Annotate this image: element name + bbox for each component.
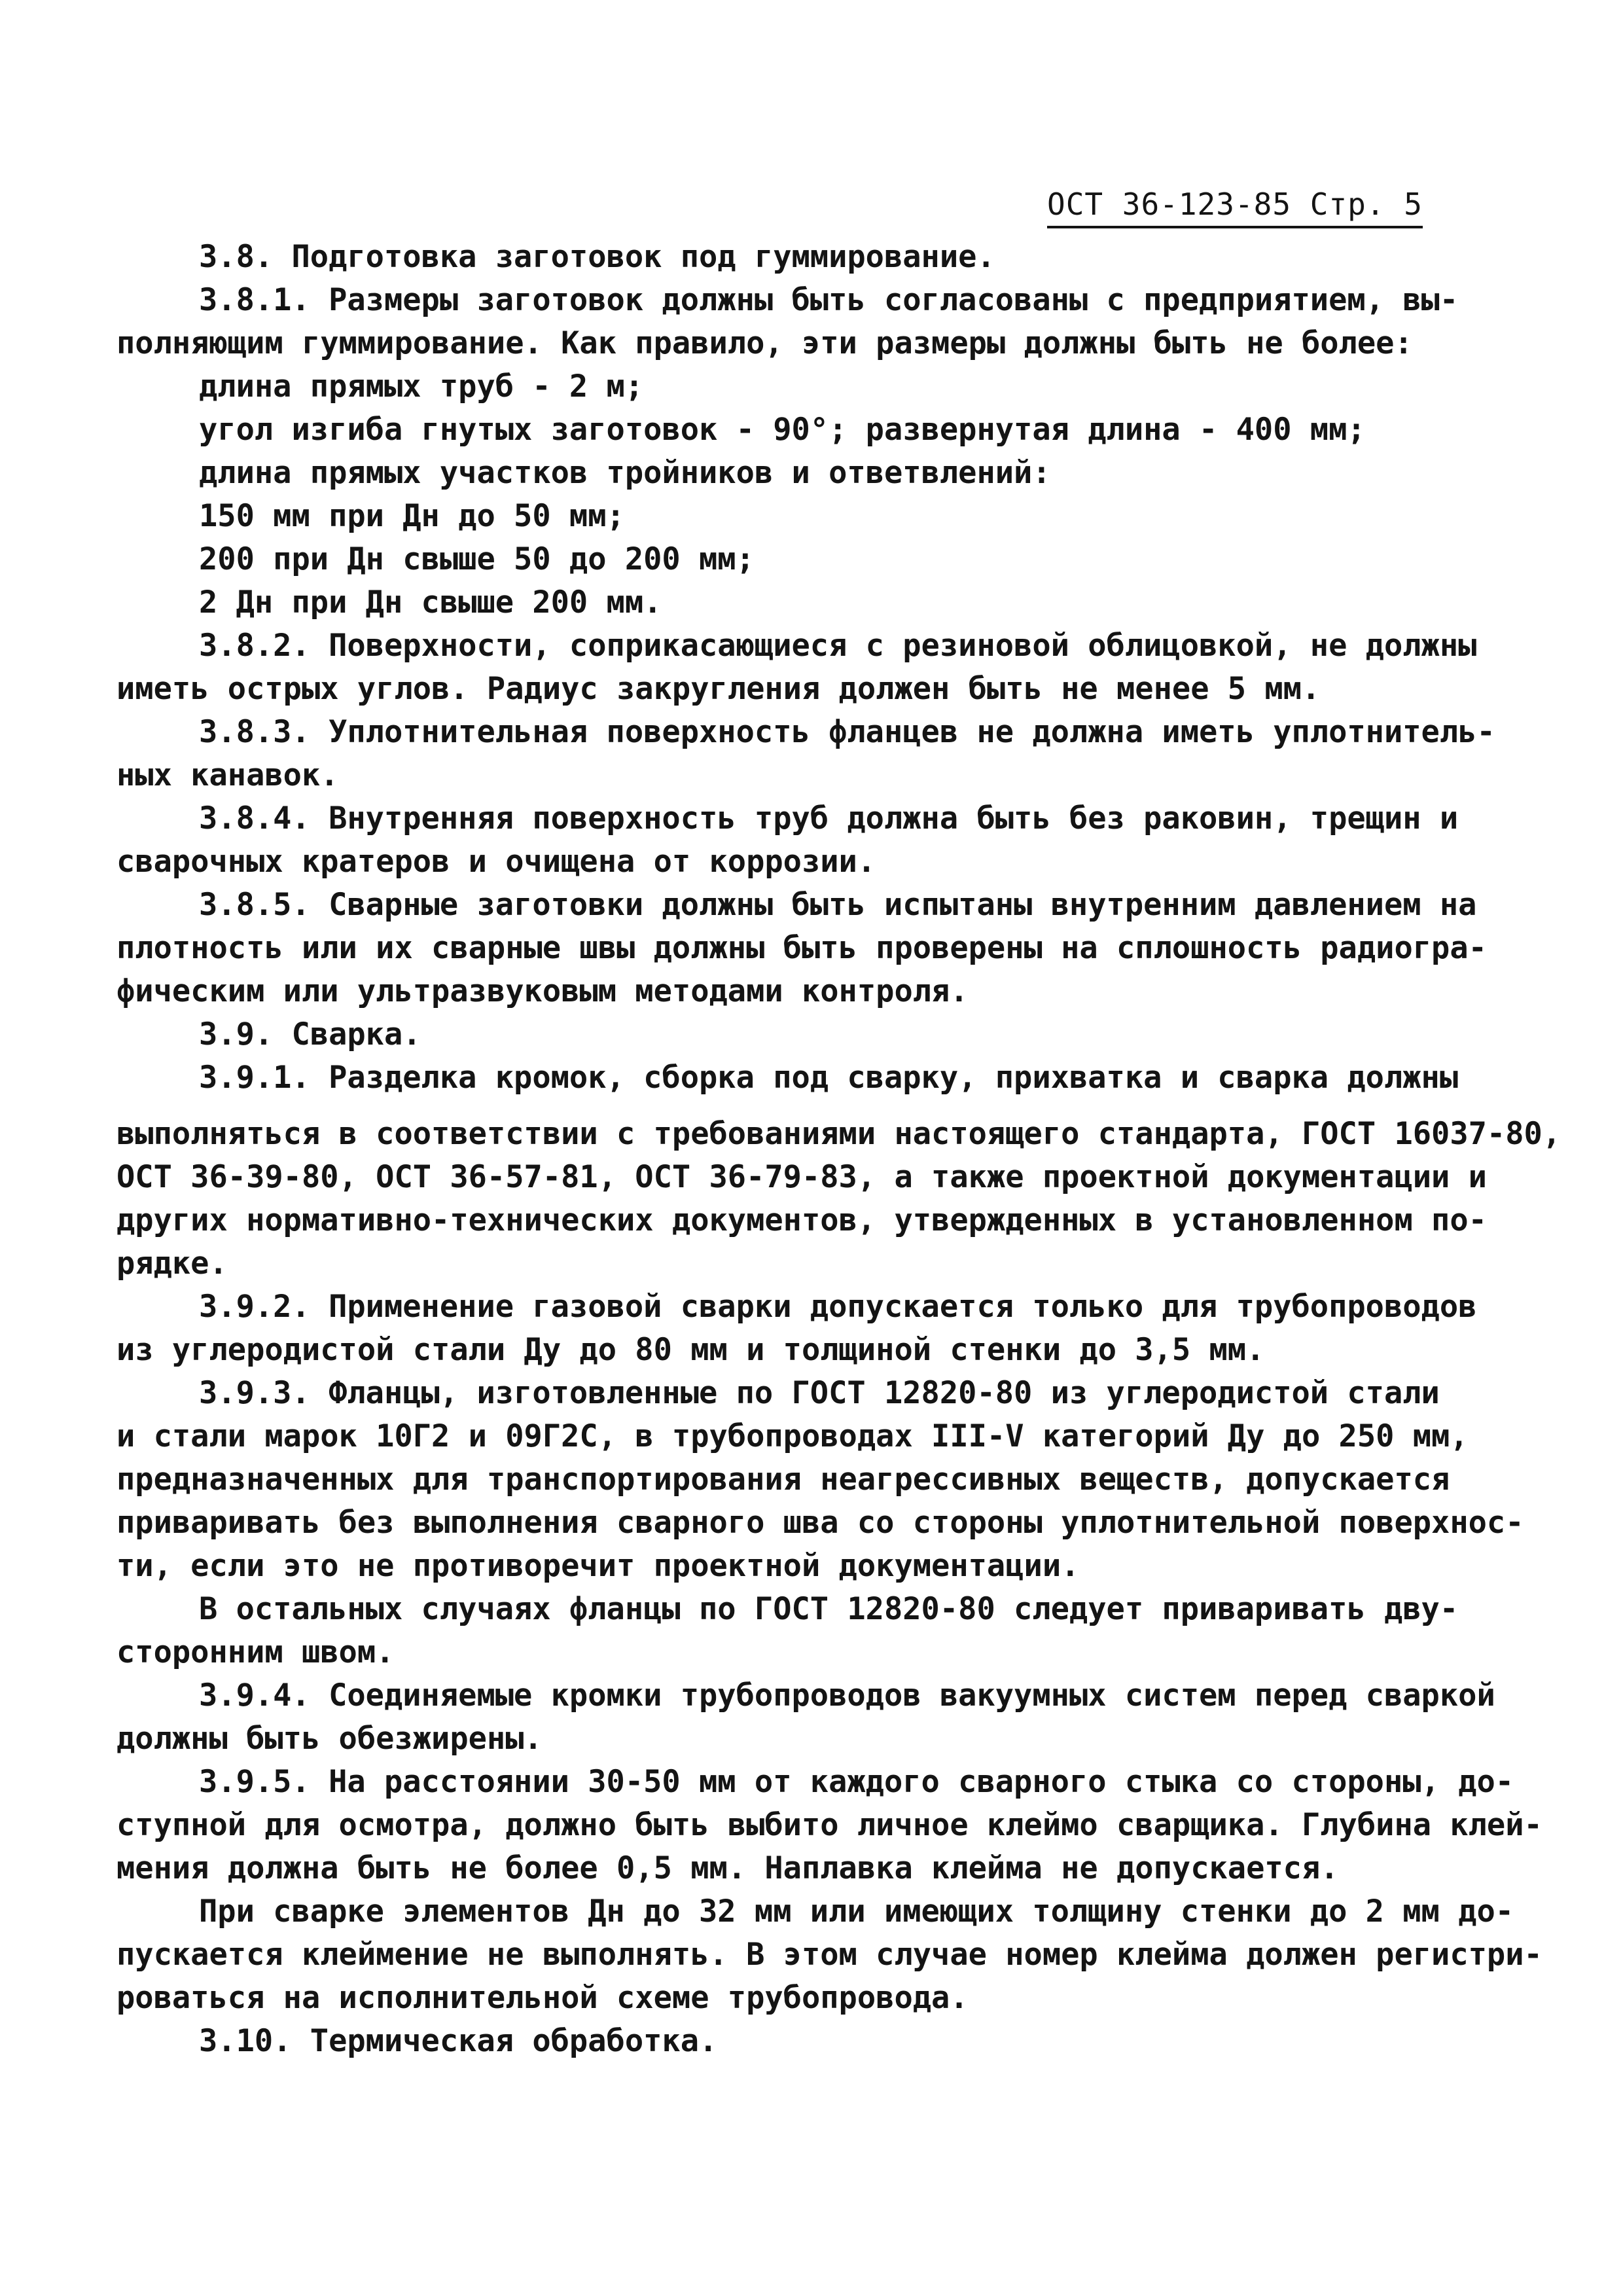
text-line: иметь острых углов. Радиус закругления должен быть не менее 5 мм. [116, 671, 1321, 707]
text-line: угол изгиба гнутых заготовок - 90°; развернутая длина - 400 мм; [199, 412, 1366, 448]
text-line: 3.8.3. Уплотнительная поверхность фланцев не должна иметь уплотнитель- [199, 714, 1495, 750]
text-line: других нормативно-технических документов, утвержденных в установленном по- [116, 1202, 1487, 1238]
text-line: 3.8.1. Размеры заготовок должны быть согласованы с предприятием, вы- [199, 282, 1459, 318]
text-line: длина прямых труб - 2 м; [199, 368, 644, 404]
text-line: ступной для осмотра, должно быть выбито личное клеймо сварщика. Глубина клей- [116, 1807, 1543, 1843]
text-line: пускается клеймение не выполнять. В этом случае номер клейма должен регистри- [116, 1937, 1543, 1973]
text-line: плотность или их сварные швы должны быть проверены на сплошность радиогра- [116, 930, 1487, 966]
text-line: 3.8.2. Поверхности, соприкасающиеся с резиновой облицовкой, не должны [199, 628, 1477, 664]
heading-3-8: 3.8. Подготовка заготовок под гуммирование. [199, 239, 995, 275]
text-line: и стали марок 10Г2 и 09Г2С, в трубопроводах III-V категорий Ду до 250 мм, [116, 1418, 1469, 1454]
text-line: полняющим гуммирование. Как правило, эти размеры должны быть не более: [116, 325, 1413, 361]
text-line: мения должна быть не более 0,5 мм. Наплавка клейма не допускается. [116, 1850, 1339, 1886]
text-line: 150 мм при Дн до 50 мм; [199, 498, 625, 534]
text-line: ти, если это не противоречит проектной документации. [116, 1548, 1080, 1584]
text-line: 3.8.4. Внутренняя поверхность труб должна быть без раковин, трещин и [199, 800, 1459, 836]
page-header: ОСТ 36-123-85 Стр. 5 [1047, 187, 1423, 228]
text-line: сторонним швом. [116, 1634, 395, 1670]
text-line: рядке. [116, 1246, 228, 1282]
heading-3-10: 3.10. Термическая обработка. [199, 2023, 718, 2059]
text-line: 3.9.5. На расстоянии 30-50 мм от каждого сварного стыка со стороны, до- [199, 1764, 1514, 1800]
text-line: роваться на исполнительной схеме трубопровода. [116, 1980, 969, 2016]
text-line: приваривать без выполнения сварного шва со стороны уплотнительной поверхнос- [116, 1505, 1524, 1541]
text-line: 3.9.2. Применение газовой сварки допускается только для трубопроводов [199, 1289, 1477, 1325]
text-line: При сварке элементов Дн до 32 мм или имеющих толщину стенки до 2 мм до- [199, 1893, 1514, 1929]
text-line: 3.9.4. Соединяемые кромки трубопроводов вакуумных систем перед сваркой [199, 1677, 1495, 1713]
heading-3-9: 3.9. Сварка. [199, 1016, 421, 1052]
text-line: сварочных кратеров и очищена от коррозии. [116, 844, 876, 880]
text-line: длина прямых участков тройников и ответвлений: [199, 455, 1051, 491]
text-line: предназначенных для транспортирования неагрессивных веществ, допускается [116, 1462, 1450, 1498]
text-line: ОСТ 36-39-80, ОСТ 36-57-81, ОСТ 36-79-83, а также проектной документации и [116, 1159, 1487, 1195]
text-line: выполняться в соответствии с требованиями настоящего стандарта, ГОСТ 16037-80, [116, 1116, 1561, 1152]
text-line: из углеродистой стали Ду до 80 мм и толщиной стенки до 3,5 мм. [116, 1332, 1265, 1368]
document-body [116, 236, 1561, 2063]
text-line: 3.8.5. Сварные заготовки должны быть испытаны внутренним давлением на [199, 887, 1477, 923]
text-line: 3.9.3. Фланцы, изготовленные по ГОСТ 12820-80 из углеродистой стали [199, 1375, 1440, 1411]
text-line: 3.9.1. Разделка кромок, сборка под сварку, прихватка и сварка должны [199, 1060, 1459, 1096]
text-line: В остальных случаях фланцы по ГОСТ 12820-80 следует приваривать дву- [199, 1591, 1459, 1627]
text-line: фическим или ультразвуковым методами контроля. [116, 973, 969, 1009]
text-line: 2 Дн при Дн свыше 200 мм. [199, 584, 662, 620]
text-line: 200 при Дн свыше 50 до 200 мм; [199, 541, 755, 577]
text-line: должны быть обезжирены. [116, 1721, 543, 1757]
text-line: ных канавок. [116, 757, 339, 793]
